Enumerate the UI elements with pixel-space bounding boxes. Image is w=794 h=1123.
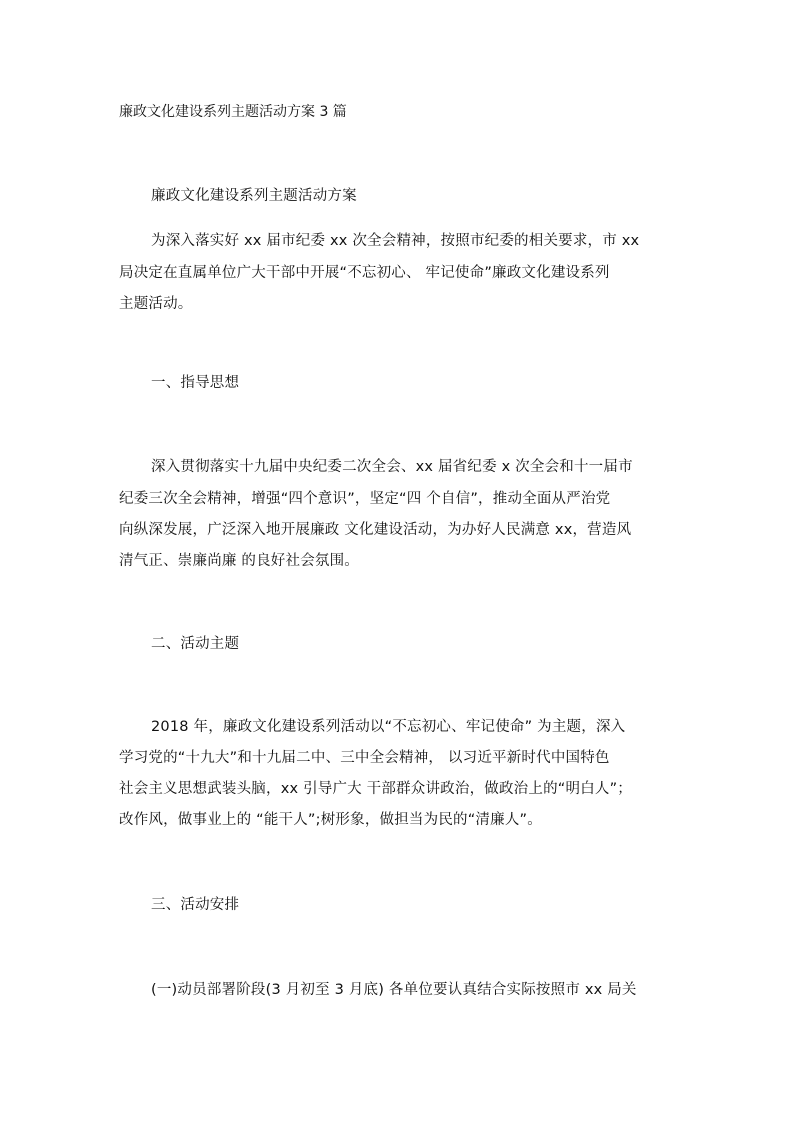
section1-line-4: 清气正、崇廉尚廉 的良好社会氛围。: [119, 553, 360, 569]
intro-line-3: 主题活动。: [119, 296, 193, 312]
section2-line-1: 2018 年，廉政文化建设系列活动以“不忘初心、牢记使命” 为主题，深入: [151, 719, 626, 735]
section3-line-1: (一)动员部署阶段(3 月初至 3 月底) 各单位要认真结合实际按照市 xx 局关: [151, 982, 637, 998]
section2-line-3: 社会主义思想武装头脑，xx 引导广大 干部群众讲政治，做政治上的“明白人”；: [119, 781, 633, 797]
document-subtitle: 廉政文化建设系列主题活动方案: [151, 188, 357, 204]
section1-line-2: 纪委三次全会精神，增强“四个意识”，坚定“四 个自信”，推动全面从严治党: [119, 491, 611, 507]
section1-line-1: 深入贯彻落实十九届中央纪委二次全会、xx 届省纪委 x 次全会和十一届市: [151, 459, 633, 475]
section-heading-guiding-thought: 一、指导思想: [151, 375, 240, 391]
section-heading-activity-theme: 二、活动主题: [151, 636, 240, 652]
intro-line-1: 为深入落实好 xx 届市纪委 xx 次全会精神，按照市纪委的相关要求，市 xx: [151, 233, 640, 249]
intro-line-2: 局决定在直属单位广大干部中开展“不忘初心、 牢记使命”廉政文化建设系列: [119, 265, 610, 281]
section2-line-4: 改作风，做事业上的 “能干人”;树形象，做担当为民的“清廉人”。: [119, 812, 542, 828]
section-heading-activity-arrangement: 三、活动安排: [151, 897, 240, 913]
section2-line-2: 学习党的“十九大”和十九届二中、三中全会精神， 以习近平新时代中国特色: [119, 750, 610, 766]
section1-line-3: 向纵深发展，广泛深入地开展廉政 文化建设活动，为办好人民满意 xx，营造风: [119, 522, 632, 538]
document-title: 廉政文化建设系列主题活动方案 3 篇: [119, 104, 347, 120]
